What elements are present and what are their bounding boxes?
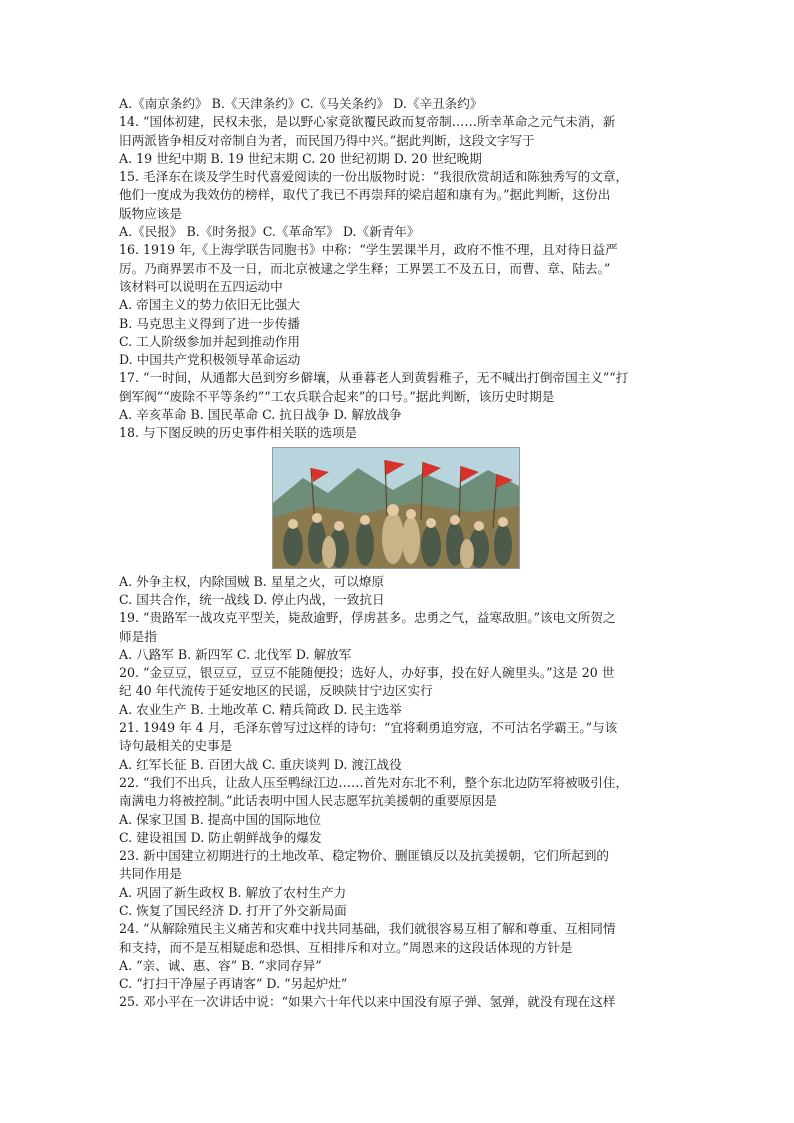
- text-line: 18. 与下图反映的历史事件相关联的选项是: [119, 425, 358, 441]
- text-line: A. 红军长征 B. 百团大战 C. 重庆谈判 D. 渡江战役: [119, 756, 402, 772]
- text-line: D. 中国共产党积极领导革命运动: [119, 352, 301, 368]
- text-line: 他们一度成为我效仿的榜样，取代了我已不再崇拜的梁启超和康有为。”据此判断，这份出: [119, 187, 611, 203]
- text-line: B. 马克思主义得到了进一步传播: [119, 315, 300, 331]
- text-line: 21. 1949 年 4 月，毛泽东曾写过这样的诗句：“宜将剩勇追穷寇，不可沽名学霸王。”与该: [119, 720, 618, 736]
- text-line: 厉。乃商界罢市不及一日，而北京被逮之学生释；工界罢工不及五日，而曹、章、陆去。”: [119, 260, 611, 276]
- text-line: A. 19 世纪中期 B. 19 世纪末期 C. 20 世纪初期 D. 20 世纪晚期: [119, 150, 482, 166]
- text-line: 纪 40 年代流传于延安地区的民谣，反映陕甘宁边区实行: [119, 683, 433, 699]
- text-line: C. “打扫干净屋子再请客” D. “另起炉灶”: [119, 976, 348, 992]
- text-line: 25. 邓小平在一次讲话中说：“如果六十年代以来中国没有原子弹、氢弹，就没有现在这样: [119, 994, 616, 1010]
- text-line: 20. “金豆豆，银豆豆，豆豆不能随便投；选好人，办好事，投在好人碗里头。”这是 20 世: [119, 665, 615, 681]
- text-line: A.《民报》 B.《时务报》C.《革命军》 D.《新青年》: [119, 224, 420, 240]
- text-line: 19. “贵路军一战攻克平型关，毙敌逾野，俘虏甚多。忠勇之气，益寒敌胆。”该电文所贺之: [119, 610, 616, 626]
- text-line: 版物应该是: [119, 205, 182, 221]
- text-line: C. 建设祖国 D. 防止朝鲜战争的爆发: [119, 829, 322, 845]
- text-line: 南满电力将被控制。”此话表明中国人民志愿军抗美援朝的重要原因是: [119, 793, 497, 809]
- historical-painting-figure: [272, 447, 520, 569]
- text-line: A. “亲、诚、惠、容” B. “求同存异”: [119, 957, 322, 973]
- text-line: 诗句最相关的史事是: [119, 738, 233, 754]
- text-line: A. 帝国主义的势力依旧无比强大: [119, 297, 300, 313]
- text-line: 和支持，而不是互相疑虑和恐惧、互相排斥和对立。”周恩来的这段话体现的方针是: [119, 939, 573, 955]
- text-line: C. 国共合作，统一战线 D. 停止内战，一致抗日: [119, 591, 385, 607]
- text-line: C. 工人阶级参加并起到推动作用: [119, 333, 300, 349]
- text-line: A.《南京条约》 B.《天津条约》C.《马关条约》 D.《辛丑条约》: [119, 96, 483, 111]
- text-line: 22. “我们不出兵，让敌人压至鸭绿江边……首先对东北不利，整个东北边防军将被吸引住，: [119, 774, 629, 790]
- text-line: 15. 毛泽东在谈及学生时代喜爱阅读的一份出版物时说：“我很欣赏胡适和陈独秀写的文章，: [119, 169, 629, 185]
- text-line: A. 保家卫国 B. 提高中国的国际地位: [119, 811, 322, 827]
- question-text-block: [119, 95, 679, 1012]
- text-line: A. 农业生产 B. 土地改革 C. 精兵简政 D. 民主选举: [119, 701, 402, 717]
- text-line: 共同作用是: [119, 866, 182, 882]
- text-line: 该材料可以说明在五四运动中: [119, 278, 283, 294]
- text-line: 23. 新中国建立初期进行的土地改革、稳定物价、删匪镇反以及抗美援朝，它们所起到的: [119, 848, 610, 864]
- text-line: A. 辛亥革命 B. 国民革命 C. 抗日战争 D. 解放战争: [119, 407, 402, 423]
- text-line: A. 巩固了新生政权 B. 解放了农村生产力: [119, 884, 347, 900]
- painting-illustration-icon: [273, 448, 519, 568]
- text-line: A. 外争主权，内除国贼 B. 星星之火，可以燎原: [119, 573, 385, 589]
- text-line: C. 恢复了国民经济 D. 打开了外交新局面: [119, 902, 347, 918]
- text-line: 师是指: [119, 628, 157, 644]
- text-line: 倒军阀”“废除不平等条约”“工农兵联合起来”的口号。”据此判断，该历史时期是: [119, 388, 555, 404]
- text-line: 14. “国体初建，民权未张，是以野心家竟欲覆民政而复帝制……所幸革命之元气未消，新: [119, 114, 616, 130]
- text-line: A. 八路军 B. 新四军 C. 北伐军 D. 解放军: [119, 646, 352, 662]
- text-line: 16. 1919 年,《上海学联告同胞书》中称：“学生罢课半月，政府不惟不理，且对待日益严: [119, 242, 618, 258]
- text-line: 24. “从解除殖民主义痛苦和灾难中找共同基础，我们就很容易互相了解和尊重、互相同情: [119, 921, 616, 937]
- text-line: 17. “一时间，从通都大邑到穷乡僻壤，从垂暮老人到黄髫稚子，无不喊出打倒帝国主义”“打: [119, 370, 629, 386]
- text-line: 旧两派皆争相反对帝制自为者，而民国乃得中兴。”据此判断，这段文字写于: [119, 132, 535, 148]
